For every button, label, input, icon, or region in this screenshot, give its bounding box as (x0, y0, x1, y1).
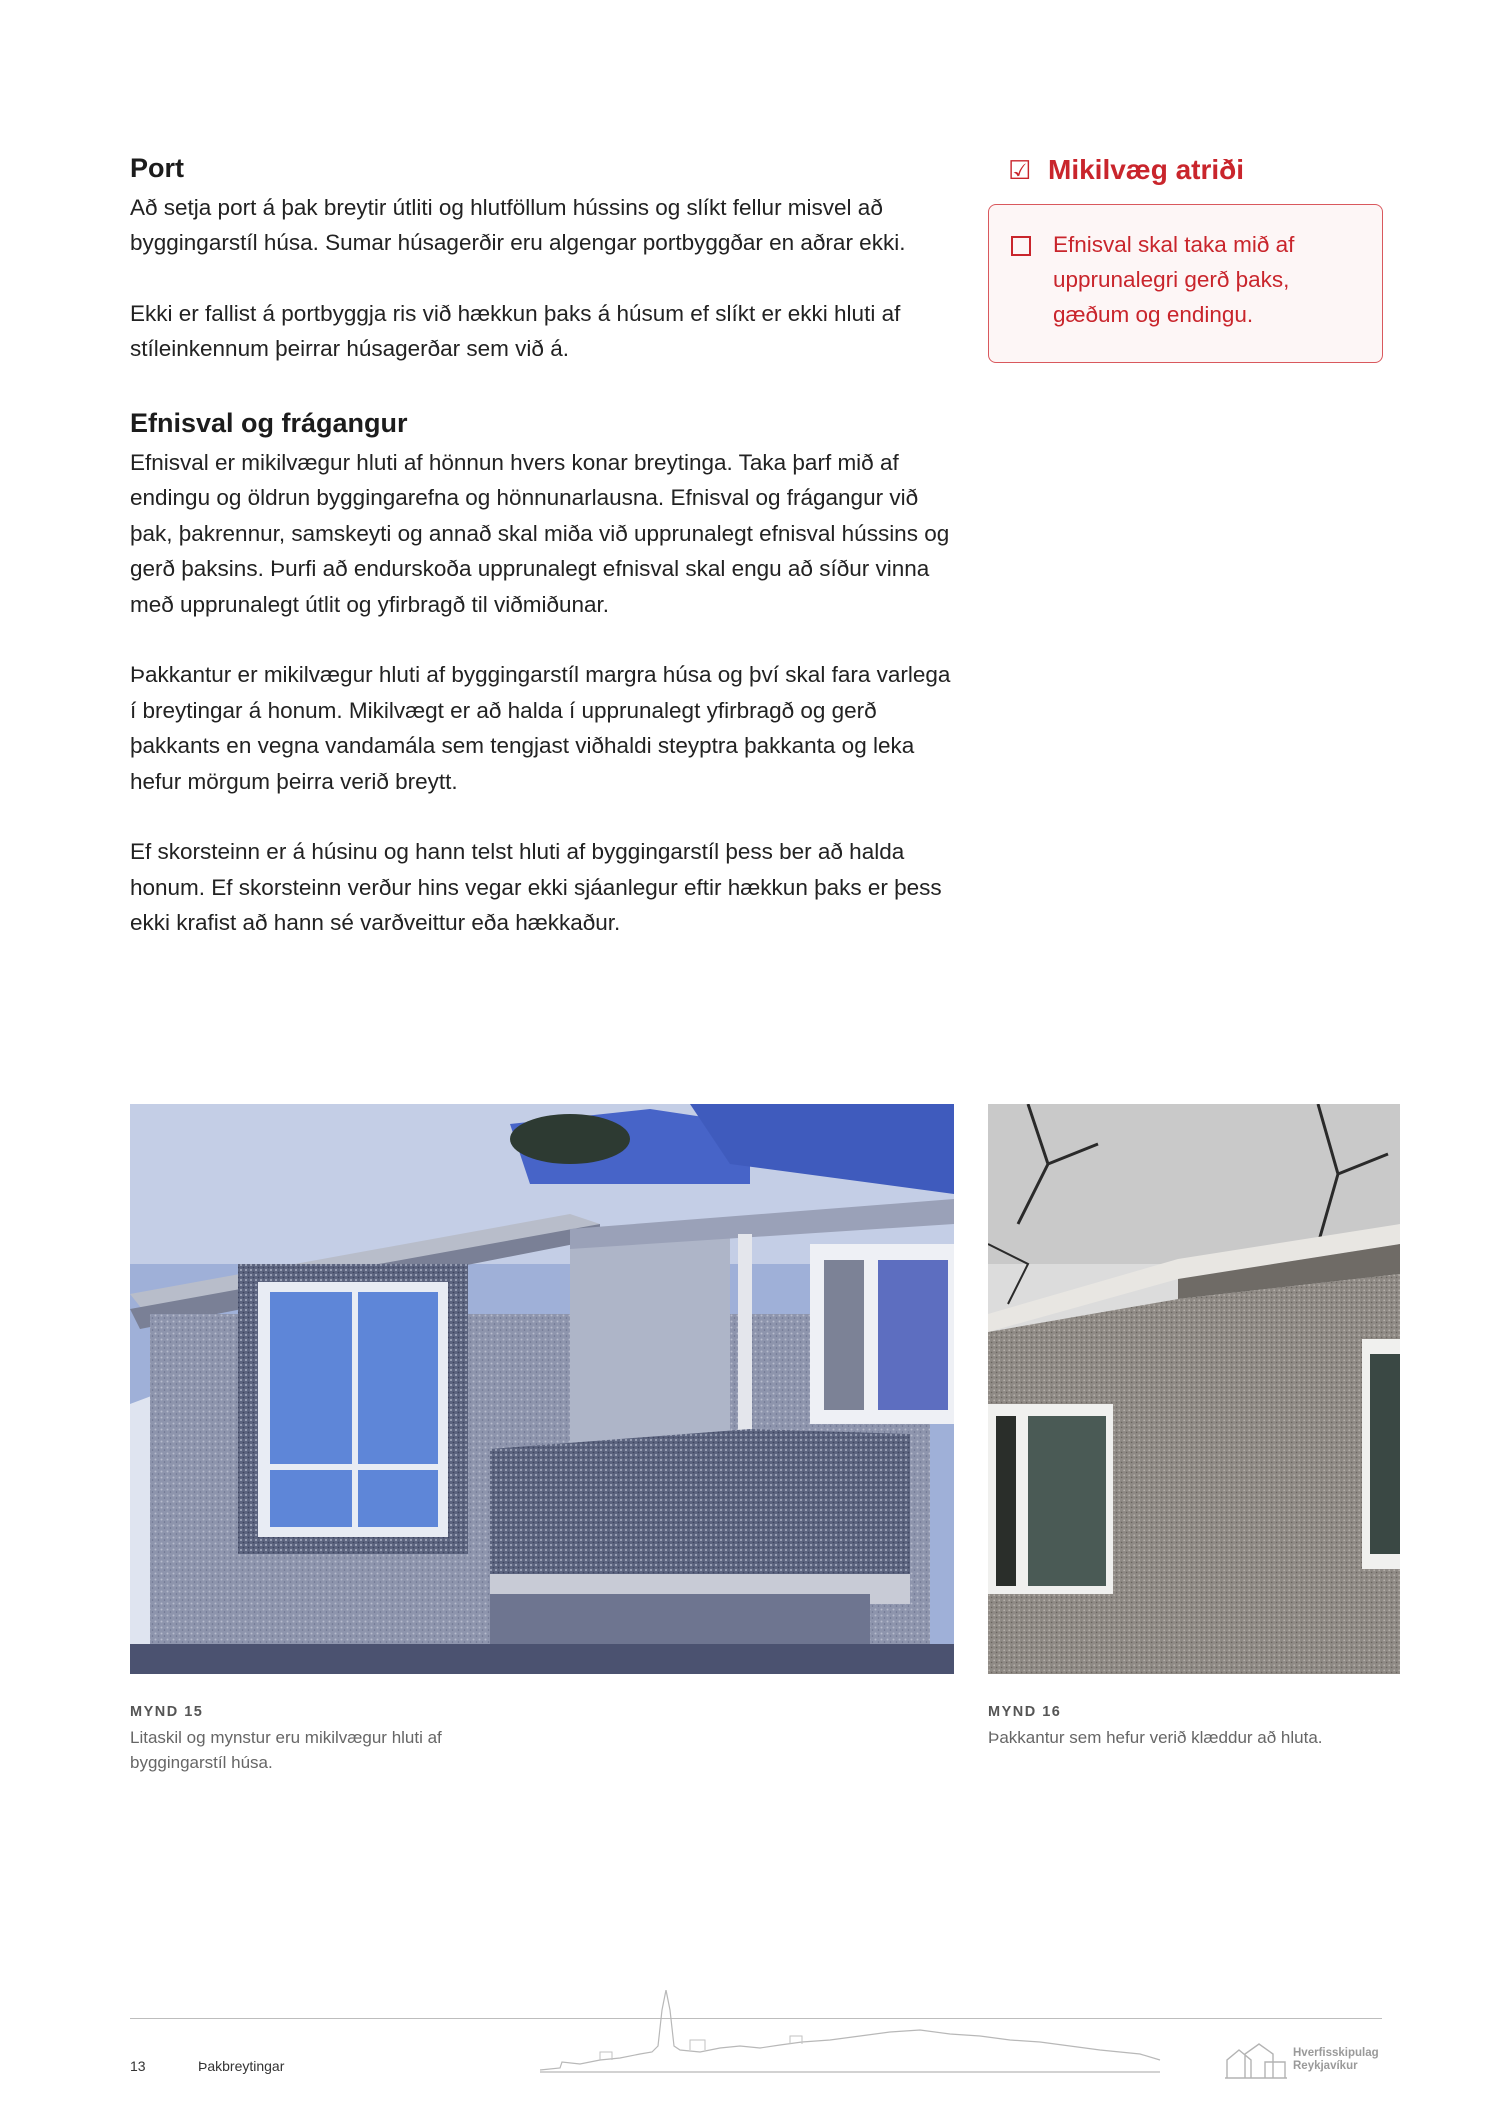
figure-16-photo (988, 1104, 1400, 1674)
paragraph: Ekki er fallist á portbyggja ris við hækkun þaks á húsum ef slíkt er ekki hluti af stíleinkennum þeirrar húsagerðar sem við á. (130, 300, 901, 362)
figure-15-photo (130, 1104, 954, 1674)
paragraph: Að setja port á þak breytir útliti og hlutföllum hússins og slíkt fellur misvel að byggingarstíl húsa. Sumar húsagerðir eru algengar portbyggðar en aðrar ekki. (130, 194, 906, 256)
paragraph: Efnisval er mikilvægur hluti af hönnun hvers konar breytinga. Taka þarf mið af endingu og öldrun byggingarefna og hönnunarlausna. Efnisval og frágangur við þak, þakrennur, samskeyti og annað skal miða við upprunalegt efnisval hússins og gerð þaksins. Þurfi að endurskoða upprunalegt efnisval skal engu að síður vinna með upprunalegt útlit og yfirbragð til viðmiðunar. (130, 449, 950, 617)
section-heading-port: Port (130, 153, 184, 183)
paragraph: Þakkantur er mikilvægur hluti af byggingarstíl margra húsa og því skal fara varlega í breytingar á honum. Mikilvægt er að halda í upprunalegt yfirbragð og gerð þakkants en vegna vandamála sem tengjast viðhaldi steyptra þakkanta og leka hefur mörgum þeirra verið breytt. (130, 662, 951, 794)
figure-caption-text: Litaskil og mynstur eru mikilvægur hluti af byggingarstíl húsa. (130, 1728, 442, 1772)
footer-title: Þakbreytingar (198, 2058, 285, 2074)
figure-label: MYND 15 (130, 1704, 204, 1720)
figure-caption-text: Þakkantur sem hefur verið klæddur að hluta. (988, 1728, 1323, 1747)
house-outline-icon (1225, 2040, 1287, 2080)
hverfisskipulag-logo (1225, 2040, 1379, 2080)
checkbox-icon: ☑ (1008, 154, 1032, 185)
important-points-header (988, 152, 1383, 188)
important-point-item: Efnisval skal taka mið af upprunalegri gerð þaks, gæðum og endingu. (1053, 232, 1295, 327)
figure-16-caption (988, 1700, 1400, 1750)
section-heading-efnisval: Efnisval og frágangur (130, 407, 408, 438)
empty-checkbox-icon (1011, 236, 1031, 256)
figure-label: MYND 16 (988, 1704, 1062, 1720)
figure-15-caption (130, 1700, 510, 1775)
logo-line-1: Hverfisskipulag (1293, 2047, 1379, 2059)
skyline-illustration (540, 1990, 1180, 2080)
page-number: 13 (130, 2058, 146, 2074)
important-points-panel (988, 152, 1383, 363)
main-text-column (130, 152, 960, 941)
paragraph: Ef skorsteinn er á húsinu og hann telst hluti af byggingarstíl þess ber að halda honum. Ef skorsteinn verður hins vegar ekki sjáanlegur eftir hækkun þaks er þess ekki krafist að hann sé varðveittur eða hækkaður. (130, 839, 942, 935)
important-points-box (988, 204, 1383, 363)
important-points-title: Mikilvæg atriði (1048, 154, 1245, 185)
logo-line-2: Reykjavíkur (1293, 2060, 1358, 2072)
